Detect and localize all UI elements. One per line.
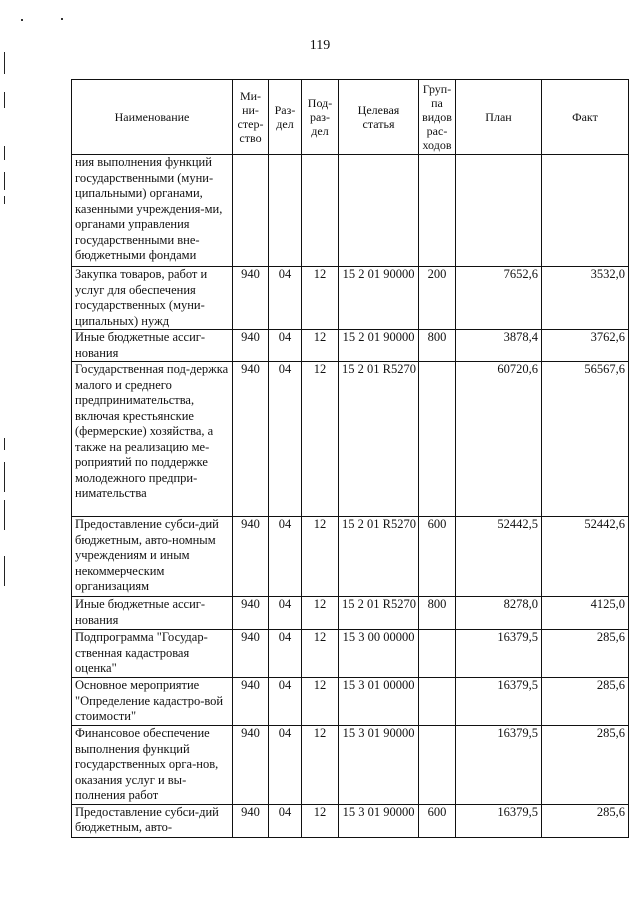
row-group xyxy=(419,630,456,678)
page-number: 119 xyxy=(309,38,331,53)
margin-mark xyxy=(4,500,5,530)
row-ministry: 940 xyxy=(233,804,269,837)
row-fact: 3532,0 xyxy=(542,267,629,330)
row-target: 15 2 01 90000 xyxy=(339,267,419,330)
row-section: 04 xyxy=(269,330,302,362)
row-target: 15 2 01 90000 xyxy=(339,330,419,362)
row-subsection: 12 xyxy=(302,726,339,805)
row-section: 04 xyxy=(269,804,302,837)
table-row xyxy=(72,597,629,630)
row-subsection: 12 xyxy=(302,267,339,330)
row-fact: 4125,0 xyxy=(542,597,629,630)
row-name: Подпрограмма "Государ-ственная кадастровая оценка" xyxy=(72,630,233,678)
row-name: ния выполнения функций государственными (муни-ципальными) органами, казенными учреждения-ми, органами управления государственными вне-бюджетными фондами xyxy=(72,155,233,267)
row-plan xyxy=(456,155,542,267)
header-plan: План xyxy=(456,80,542,155)
row-ministry: 940 xyxy=(233,267,269,330)
row-group: 800 xyxy=(419,330,456,362)
header-name: Наименование xyxy=(72,80,233,155)
margin-mark xyxy=(4,196,5,204)
header-group xyxy=(419,80,456,155)
table-row xyxy=(72,678,629,726)
row-subsection: 12 xyxy=(302,362,339,517)
row-plan: 52442,5 xyxy=(456,517,542,597)
row-fact: 285,6 xyxy=(542,804,629,837)
row-ministry xyxy=(233,155,269,267)
row-plan: 8278,0 xyxy=(456,597,542,630)
row-name: Иные бюджетные ассиг-нования xyxy=(72,597,233,630)
table-row xyxy=(72,267,629,330)
table-row xyxy=(72,362,629,517)
row-target: 15 2 01 R5270 xyxy=(339,597,419,630)
margin-mark xyxy=(4,52,5,74)
table-row xyxy=(72,726,629,805)
row-target: 15 2 01 R5270 xyxy=(339,517,419,597)
row-subsection xyxy=(302,155,339,267)
header-ministry-label: Ми- ни- стер- ство xyxy=(237,89,264,145)
row-subsection: 12 xyxy=(302,804,339,837)
table-row xyxy=(72,155,629,267)
row-target: 15 3 01 90000 xyxy=(339,804,419,837)
row-group: 800 xyxy=(419,597,456,630)
table-row xyxy=(72,804,629,837)
row-subsection: 12 xyxy=(302,517,339,597)
row-name: Основное мероприятие "Определение кадастро-вой стоимости" xyxy=(72,678,233,726)
row-name: Государственная под-держка малого и среднего предпринимательства, включая крестьянские (фермерские) хозяйства, а также на реализацию ме-роприятий по поддержке молодежного предпри-нимательства xyxy=(72,362,233,517)
row-subsection: 12 xyxy=(302,630,339,678)
row-plan: 60720,6 xyxy=(456,362,542,517)
row-section: 04 xyxy=(269,597,302,630)
row-fact xyxy=(542,155,629,267)
row-ministry: 940 xyxy=(233,330,269,362)
row-plan: 16379,5 xyxy=(456,804,542,837)
row-name: Предоставление субси-дий бюджетным, авто-номным учреждениям и иным некоммерческим организациям xyxy=(72,517,233,597)
row-plan: 16379,5 xyxy=(456,726,542,805)
header-section xyxy=(269,80,302,155)
row-name: Иные бюджетные ассиг-нования xyxy=(72,330,233,362)
row-name: Предоставление субси-дий бюджетным, авто- xyxy=(72,804,233,837)
row-plan: 16379,5 xyxy=(456,678,542,726)
margin-mark xyxy=(4,92,5,108)
row-subsection: 12 xyxy=(302,597,339,630)
table-header-row xyxy=(72,80,629,155)
row-group xyxy=(419,678,456,726)
row-group xyxy=(419,362,456,517)
row-group: 600 xyxy=(419,804,456,837)
row-fact: 285,6 xyxy=(542,630,629,678)
table-row xyxy=(72,330,629,362)
scan-speck xyxy=(61,18,63,20)
table-row xyxy=(72,517,629,597)
row-target: 15 3 01 90000 xyxy=(339,726,419,805)
row-target: 15 2 01 R5270 xyxy=(339,362,419,517)
header-section-label: Раз- дел xyxy=(274,103,296,131)
row-group xyxy=(419,726,456,805)
row-section: 04 xyxy=(269,726,302,805)
row-ministry: 940 xyxy=(233,678,269,726)
margin-mark xyxy=(4,172,5,190)
row-section: 04 xyxy=(269,362,302,517)
row-fact: 3762,6 xyxy=(542,330,629,362)
row-plan: 16379,5 xyxy=(456,630,542,678)
header-ministry xyxy=(233,80,269,155)
row-target xyxy=(339,155,419,267)
row-ministry: 940 xyxy=(233,517,269,597)
margin-marks xyxy=(0,0,14,905)
row-plan: 3878,4 xyxy=(456,330,542,362)
margin-mark xyxy=(4,462,5,492)
row-subsection: 12 xyxy=(302,330,339,362)
margin-mark xyxy=(4,146,5,160)
header-target xyxy=(339,80,419,155)
row-subsection: 12 xyxy=(302,678,339,726)
header-fact: Факт xyxy=(542,80,629,155)
row-section: 04 xyxy=(269,267,302,330)
margin-mark xyxy=(4,438,5,450)
row-ministry: 940 xyxy=(233,362,269,517)
header-target-label: Целевая статья xyxy=(357,103,400,131)
row-ministry: 940 xyxy=(233,597,269,630)
row-section: 04 xyxy=(269,630,302,678)
row-fact: 52442,6 xyxy=(542,517,629,597)
row-ministry: 940 xyxy=(233,726,269,805)
row-group xyxy=(419,155,456,267)
margin-mark xyxy=(4,556,5,586)
table-row xyxy=(72,630,629,678)
header-subsection xyxy=(302,80,339,155)
row-section xyxy=(269,155,302,267)
row-section: 04 xyxy=(269,678,302,726)
row-plan: 7652,6 xyxy=(456,267,542,330)
row-target: 15 3 01 00000 xyxy=(339,678,419,726)
budget-table xyxy=(71,79,629,838)
row-section: 04 xyxy=(269,517,302,597)
row-ministry: 940 xyxy=(233,630,269,678)
row-fact: 56567,6 xyxy=(542,362,629,517)
row-name: Финансовое обеспечение выполнения функций государственных орга-нов, оказания услуг и вы-полнения работ xyxy=(72,726,233,805)
row-fact: 285,6 xyxy=(542,726,629,805)
header-subsection-label: Под- раз- дел xyxy=(307,96,333,138)
row-name: Закупка товаров, работ и услуг для обеспечения государственных (муни-ципальных) нужд xyxy=(72,267,233,330)
row-target: 15 3 00 00000 xyxy=(339,630,419,678)
row-fact: 285,6 xyxy=(542,678,629,726)
row-group: 200 xyxy=(419,267,456,330)
row-group: 600 xyxy=(419,517,456,597)
scan-speck xyxy=(21,19,23,21)
header-group-label: Груп- па видов рас- ходов xyxy=(422,82,452,152)
